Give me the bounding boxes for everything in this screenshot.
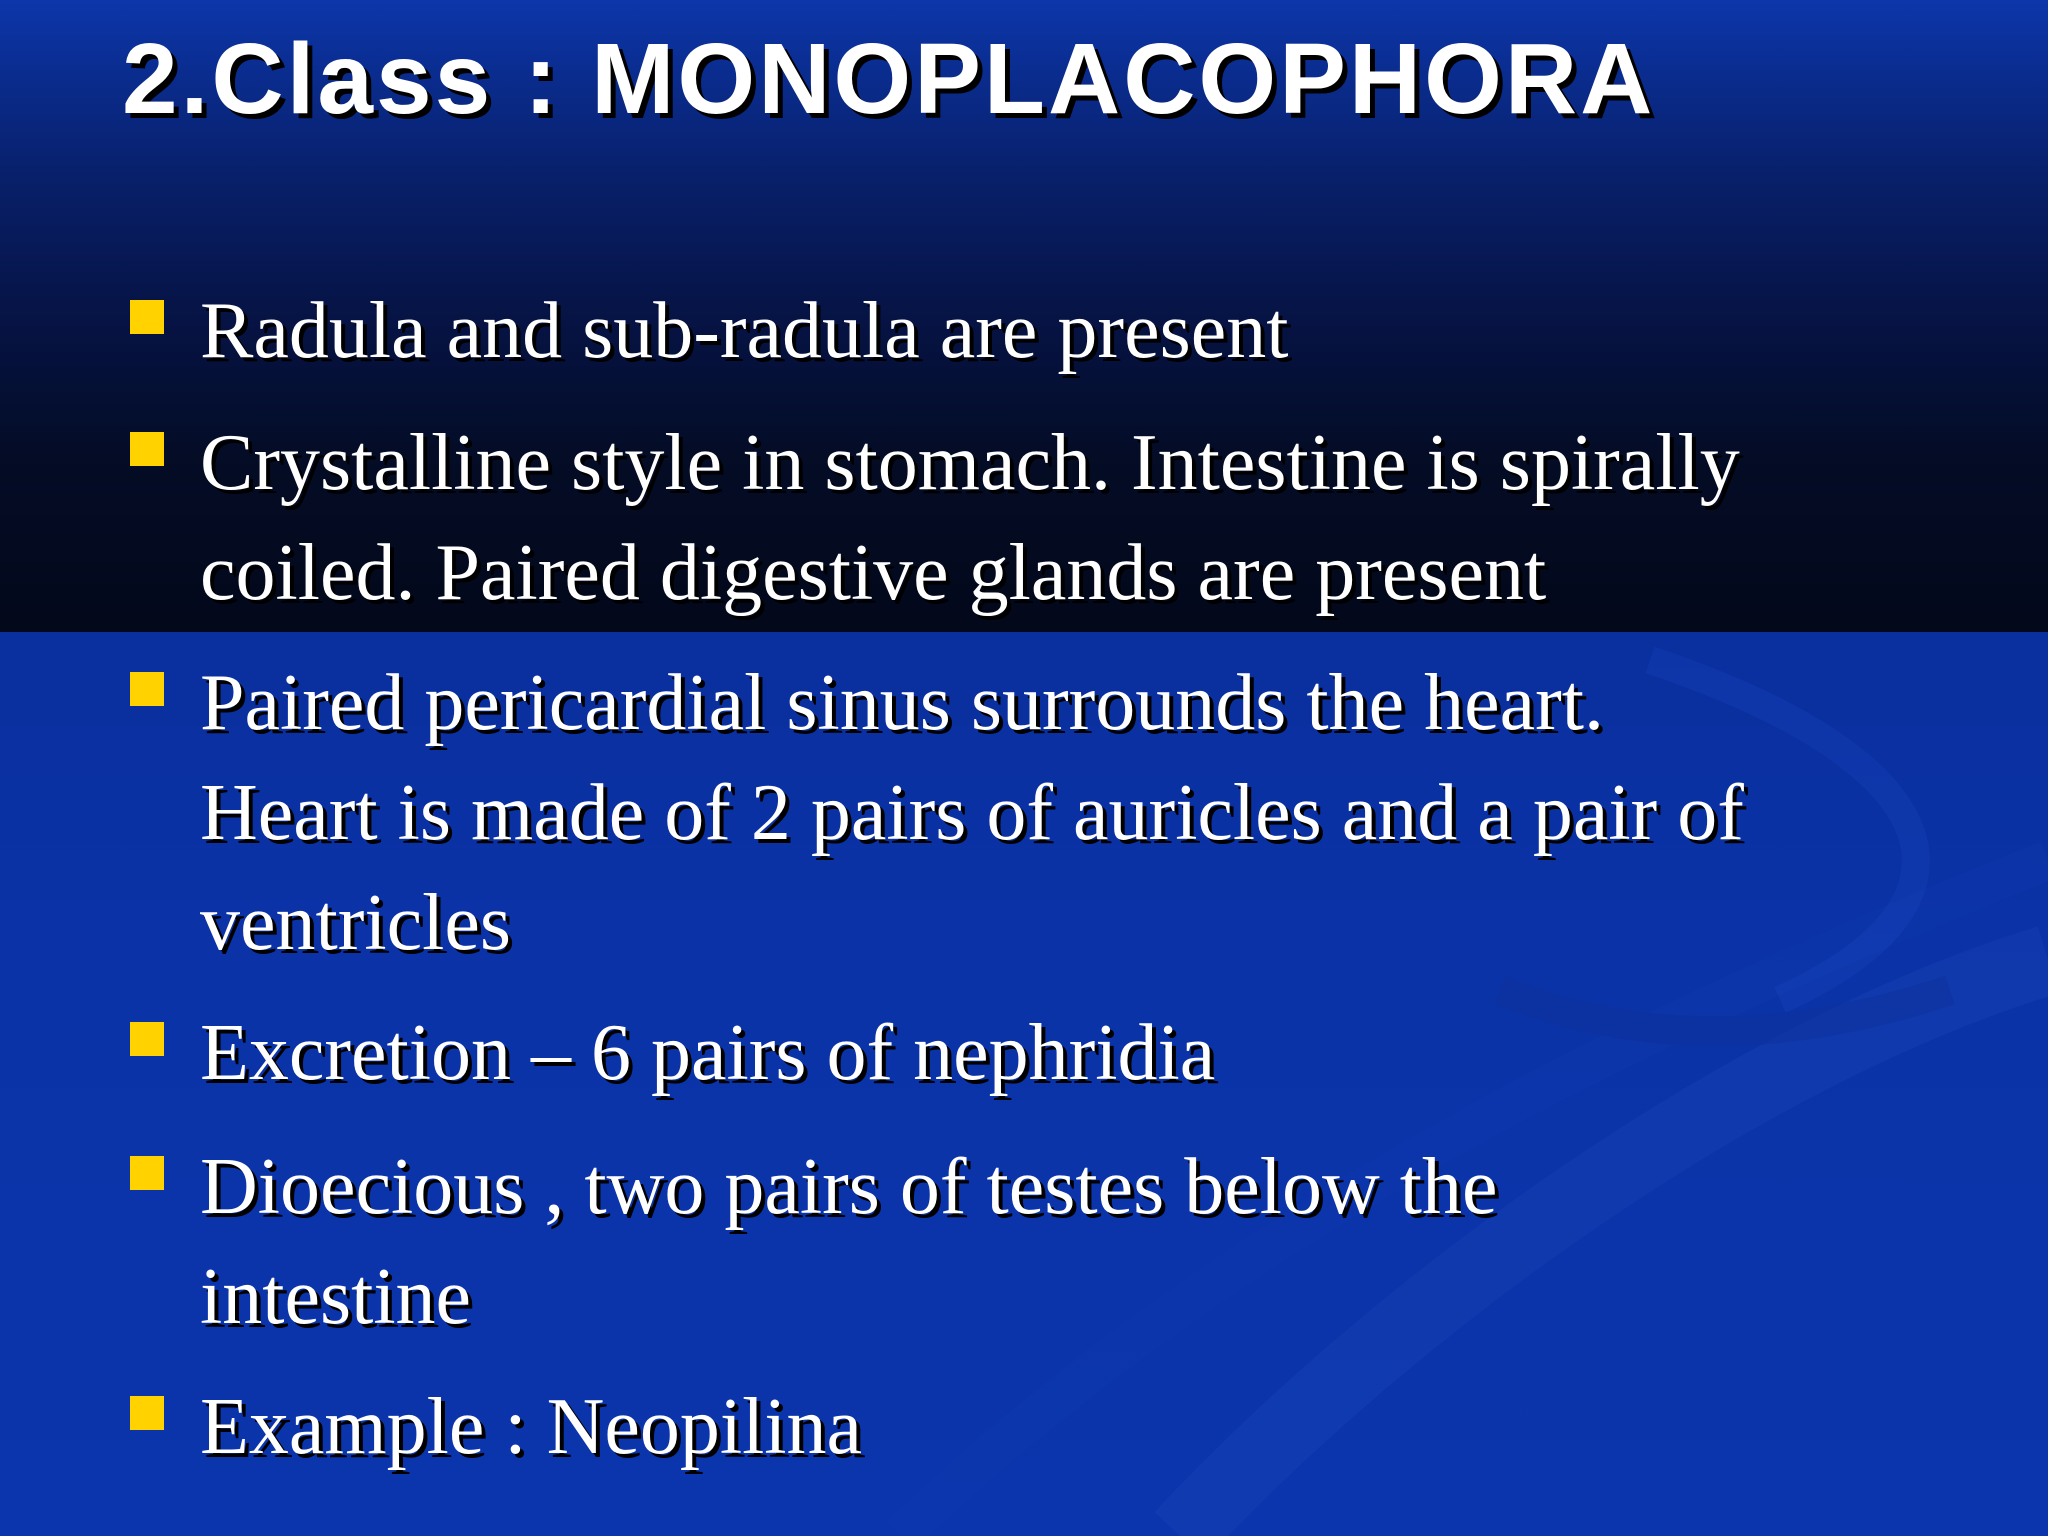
bullet-text [200,276,1980,386]
bullet-line: Dioecious , two pairs of testes below the [200,1143,1498,1231]
bullet-text [200,1132,1980,1352]
bullet-line: Crystalline style in stomach. Intestine is spirally [200,419,1740,507]
bullet-text [200,1372,1980,1482]
bullet-line: Paired pericardial sinus surrounds the heart. [200,659,1605,747]
bullet-square-icon [130,300,164,334]
bullet-square-icon [130,1022,164,1056]
bullet-line: coiled. Paired digestive glands are present [200,529,1547,617]
bullet-text [200,648,1980,978]
bullet-line: Radula and sub-radula are present [200,287,1289,375]
bullet-square-icon [130,1396,164,1430]
bullet-line: ventricles [200,879,511,967]
slide-title: 2.Class : MONOPLACOPHORA [122,23,1656,135]
bullet-square-icon [130,1156,164,1190]
bullet-line: Example : Neopilina [200,1383,863,1471]
bullet-line: intestine [200,1253,472,1341]
bullet-square-icon [130,672,164,706]
bullet-square-icon [130,432,164,466]
bullet-line: Heart is made of 2 pairs of auricles and a pair of [200,769,1744,857]
bullet-line: Excretion – 6 pairs of nephridia [200,1009,1216,1097]
bullet-text [200,998,1980,1108]
bullet-text [200,408,1980,628]
